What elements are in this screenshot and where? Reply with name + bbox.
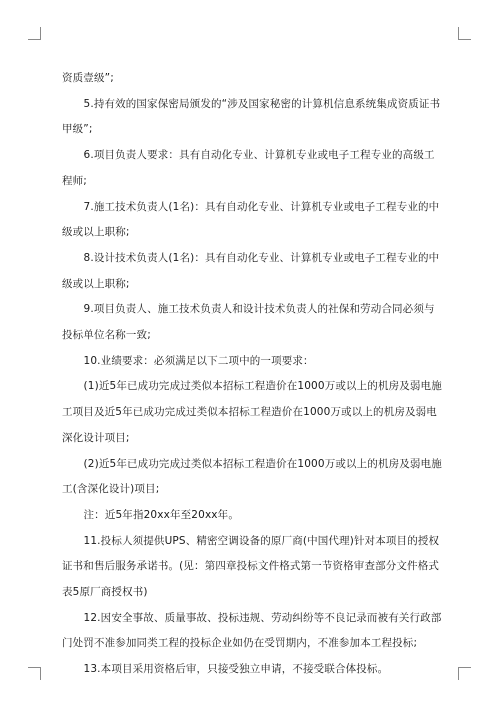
paragraph-item-6: 6.项目负责人要求：具有自动化专业、计算机专业或电子工程专业的高级工程师; xyxy=(62,149,435,187)
paragraph-item-5: 5.持有效的国家保密局颁发的“涉及国家秘密的计算机信息系统集成资质证书甲级”; xyxy=(62,97,441,136)
crop-mark-bottom-right xyxy=(458,667,471,680)
paragraph-item-9: 9.项目负责人、施工技术负责人和设计技术负责人的社保和劳动合同必须与投标单位名称一致; xyxy=(62,303,435,342)
paragraph-item-8: 8.设计技术负责人(1名)：具有自动化专业、计算机专业或电子工程专业的中级或以上职称; xyxy=(62,251,440,290)
paragraph-item-13: 13.本项目采用资格后审，只接受独立申请，不接受联合体投标。 xyxy=(83,663,389,676)
paragraph-subitem-2: (2)近5年已成功完成过类似本招标工程造价在1000万或以上的机房及弱电施工(含深化设计)项目; xyxy=(62,457,442,496)
paragraph-item-10: 10.业绩要求：必须满足以下二项中的一项要求： xyxy=(83,354,314,367)
crop-mark-top-left xyxy=(28,27,41,40)
crop-mark-top-right xyxy=(458,27,471,40)
paragraph-subitem-1: (1)近5年已成功完成过类似本招标工程造价在1000万或以上的机房及弱电施工项目及近5年已成功完成过类似本招标工程造价在1000万或以上的机房及弱电深化设计项目; xyxy=(62,380,442,444)
paragraph-note: 注：近5年指20xx年至20xx年。 xyxy=(83,508,239,521)
document-body xyxy=(62,66,444,683)
paragraph-item-12: 12.因安全事故、质量事故、投标违规、劳动纠纷等不良记录而被有关行政部门处罚不准参加同类工程的投标企业如仍在受罚期内，不准参加本工程投标; xyxy=(62,611,442,650)
paragraph-continuation: 资质壹级”; xyxy=(62,72,114,84)
paragraph-item-7: 7.施工技术负责人(1名)：具有自动化专业、计算机专业或电子工程专业的中级或以上职称; xyxy=(62,200,440,239)
crop-mark-bottom-left xyxy=(28,667,41,680)
paragraph-item-11: 11.投标人须提供UPS、精密空调设备的原厂商(中国代理)针对本项目的授权证书和售后服务承诺书。(见：第四章投标文件格式第一节资格审查部分文件格式表5原厂商授权书) xyxy=(62,534,440,599)
